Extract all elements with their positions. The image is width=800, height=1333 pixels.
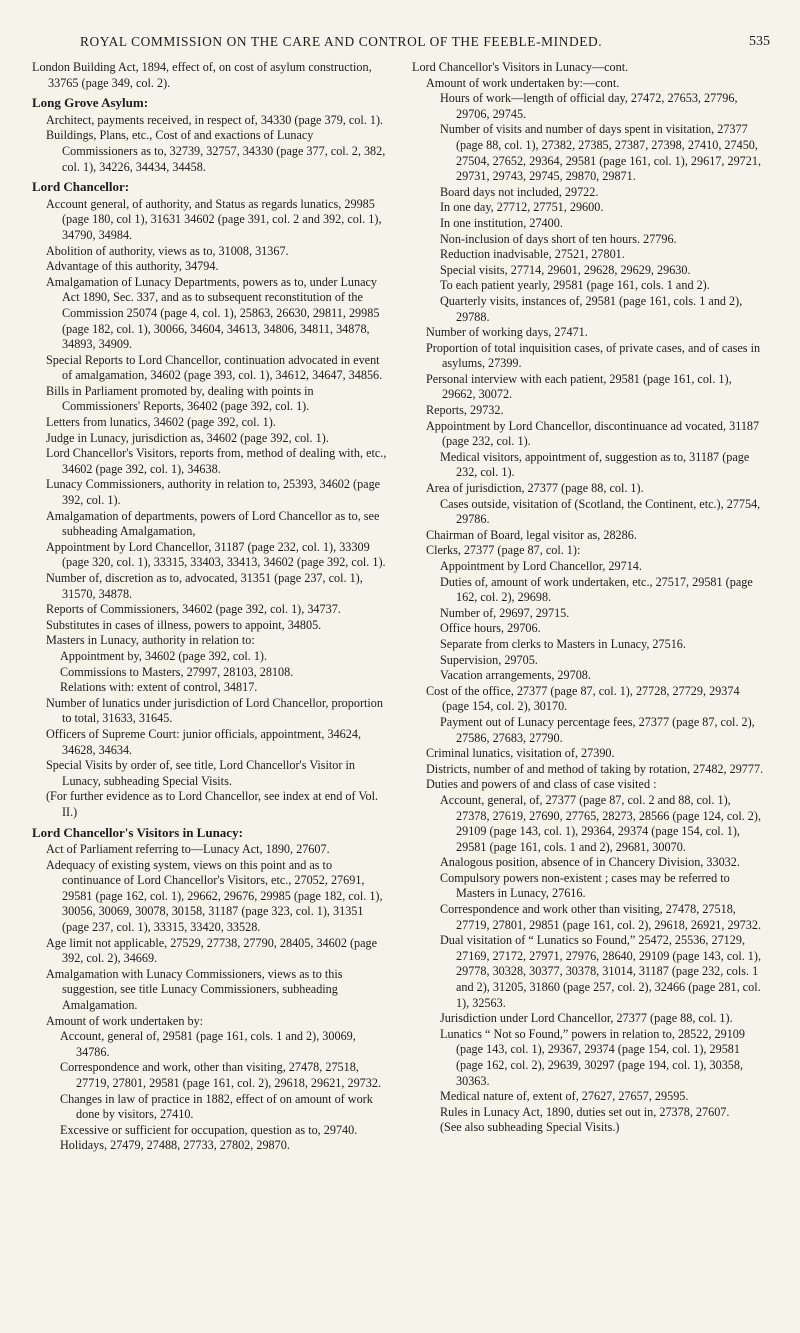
index-entry: Special Visits by order of, see title, Lord Chancellor's Visitor in Lunacy, subheading Special Visits.: [46, 758, 355, 788]
index-entry: Correspondence and work other than visiting, 27478, 27518, 27719, 27801, 29851 (page 161, col. 2), 29618, 26921, 29732.: [440, 902, 761, 932]
index-entry: Appointment by, 34602 (page 392, col. 1).: [60, 648, 268, 663]
index-entry: Reports, 29732.: [426, 403, 504, 418]
index-entry: Architect, payments received, in respect of, 34330 (page 379, col. 1).: [46, 112, 384, 127]
right-column: [412, 60, 767, 1136]
index-entry: Personal interview with each patient, 29581 (page 161, col. 1), 29662, 30072.: [426, 371, 732, 402]
index-entry: Number of visits and number of days spent in visitation, 27377 (page 88, col. 1), 27382, 27385, 27387, 27398, 27410, 27450, 27504, 27652, 29364, 29581 (page 161, col. 1), 29617, 29721, 29731, 29743, 29745, 29870, 29871.: [440, 122, 761, 184]
index-entry: Masters in Lunacy, authority in relation to:: [46, 633, 255, 648]
index-entry: Age limit not applicable, 27529, 27738, 27790, 28405, 34602 (page 392, col. 2), 34669.: [46, 935, 378, 966]
index-entry: Quarterly visits, instances of, 29581 (page 161, cols. 1 and 2), 29788.: [440, 293, 743, 324]
index-entry: Advantage of this authority, 34794.: [46, 259, 219, 274]
index-entry: Area of jurisdiction, 27377 (page 88, col. 1).: [426, 481, 644, 496]
index-entry: Number of, discretion as to, advocated, 31351 (page 237, col. 1), 31570, 34878.: [46, 571, 363, 601]
page-number: 535: [749, 34, 770, 49]
index-entry: London Building Act, 1894, effect of, on cost of asylum construction, 33765 (page 349, col. 2).: [32, 60, 372, 90]
index-entry: Lord Chancellor's Visitors, reports from, method of dealing with, etc., 34602 (page 392, col. 1), 34638.: [46, 446, 387, 476]
index-entry: Medical nature of, extent of, 27627, 27657, 29595.: [440, 1089, 689, 1104]
index-entry: Appointment by Lord Chancellor, discontinuance ad vocated, 31187 (page 232, col. 1).: [426, 418, 760, 449]
index-entry: Board days not included, 29722.: [440, 184, 599, 199]
index-entry: Lunacy Commissioners, authority in relation to, 25393, 34602 (page 392, col. 1).: [46, 477, 381, 508]
index-entry: Jurisdiction under Lord Chancellor, 27377 (page 88, col. 1).: [440, 1011, 733, 1026]
index-entry: Account general, of authority, and Status as regards lunatics, 29985 (page 180, col 1), 31631 34602 (page 391, col. 2 and 392, col. 1), 34790, 34984.: [46, 196, 382, 242]
index-entry: Rules in Lunacy Act, 1890, duties set out in, 27378, 27607.: [440, 1104, 730, 1119]
index-entry: In one institution, 27400.: [440, 215, 563, 230]
index-entry: Districts, number of and method of taking by rotation, 27482, 29777.: [426, 761, 764, 776]
index-entry: Account, general of, 29581 (page 161, cols. 1 and 2), 30069, 34786.: [60, 1029, 356, 1059]
index-entry: Correspondence and work, other than visiting, 27478, 27518, 27719, 27801, 29581 (page 161, col. 2), 29618, 29621, 29732.: [60, 1060, 381, 1090]
index-entry: Relations with: extent of control, 34817.: [60, 680, 258, 695]
index-heading: Long Grove Asylum:: [32, 95, 149, 111]
index-entry: Special visits, 27714, 29601, 29628, 29629, 29630.: [440, 262, 691, 277]
index-entry: Abolition of authority, views as to, 31008, 31367.: [46, 243, 289, 258]
index-entry: In one day, 27712, 27751, 29600.: [440, 200, 604, 215]
index-entry: Supervision, 29705.: [440, 652, 538, 667]
index-entry: Analogous position, absence of in Chancery Division, 33032.: [440, 855, 740, 870]
index-entry: Bills in Parliament promoted by, dealing with points in Commissioners' Reports, 36402 (page 392, col. 1).: [46, 383, 314, 414]
index-entry: Number of working days, 27471.: [426, 325, 588, 340]
index-entry: Adequacy of existing system, views on this point and as to continuance of Lord Chancellor's Visitors, etc., 27052, 27691, 29581 (page 162, col. 1), 29662, 29676, 29985 (page 182, col. 1), 30056, 30069, 30078, 30158, 31187 (page 323, col. 1), 31351 (page 237, col. 1), 33315, 33420, 33528.: [46, 857, 383, 935]
index-entry: Duties and powers of and class of case visited :: [426, 777, 657, 792]
left-column: [32, 60, 387, 1154]
index-entry: Criminal lunatics, visitation of, 27390.: [426, 746, 615, 761]
running-title: ROYAL COMMISSION ON THE CARE AND CONTROL OF THE FEEBLE-MINDED.: [80, 34, 603, 49]
index-entry: Medical visitors, appointment of, suggestion as to, 31187 (page 232, col. 1).: [440, 449, 750, 480]
index-entry: Chairman of Board, legal visitor as, 28286.: [426, 527, 637, 542]
index-entry: Hours of work—length of official day, 27472, 27653, 27796, 29706, 29745.: [440, 91, 738, 121]
index-entry: Amalgamation of Lunacy Departments, powers as to, under Lunacy Act 1890, Sec. 337, and as to subsequent reconstitution of the Commission 25074 (page 4, col. 1), 25863, 26630, 29811, 29985 (page 182, col. 1), 30066, 34604, 34613, 34806, 34811, 34878, 34893, 34909.: [46, 274, 380, 352]
index-entry: Number of, 29697, 29715.: [440, 605, 570, 620]
index-entry: Account, general, of, 27377 (page 87, col. 2 and 88, col. 1), 27378, 27619, 27690, 27765, 28273, 28566 (page 124, col. 2), 29109 (page 143, col. 1), 29364, 29374 (page 154, col. 1), 29581 (page 161, cols. 1 and 2), 29681, 30070.: [440, 792, 761, 854]
index-entry: Amalgamation of departments, powers of Lord Chancellor as to, see subheading Amalgamation,: [46, 508, 380, 539]
index-entry: Proportion of total inquisition cases, of private cases, and of cases in asylums, 27399.: [426, 340, 761, 371]
index-entry: To each patient yearly, 29581 (page 161, cols. 1 and 2).: [440, 278, 710, 293]
index-entry: Payment out of Lunacy percentage fees, 27377 (page 87, col. 2), 27586, 27683, 27790.: [440, 714, 755, 745]
index-entry: Amount of work undertaken by:—cont.: [426, 75, 620, 90]
index-entry: Number of lunatics under jurisdiction of Lord Chancellor, proportion to total, 31633, 31645.: [46, 695, 383, 726]
index-entry: Appointment by Lord Chancellor, 29714.: [440, 559, 642, 573]
index-entry: Substitutes in cases of illness, powers to appoint, 34805.: [46, 617, 322, 632]
index-entry: Act of Parliament referring to—Lunacy Act, 1890, 27607.: [46, 842, 330, 857]
index-entry: Non-inclusion of days short of ten hours. 27796.: [440, 231, 677, 246]
index-heading: Lord Chancellor's Visitors in Lunacy:: [32, 824, 243, 840]
index-entry: Special Reports to Lord Chancellor, continuation advocated in event of amalgamation, 34602 (page 393, col. 1), 34612, 34647, 34856.: [46, 352, 383, 383]
index-entry: Changes in law of practice in 1882, effect of on amount of work done by visitors, 27410.: [60, 1091, 373, 1122]
index-entry: Clerks, 27377 (page 87, col. 1):: [426, 543, 581, 558]
index-entry: Holidays, 27479, 27488, 27733, 27802, 29870.: [60, 1138, 290, 1153]
index-entry: Compulsory powers non-existent ; cases may be referred to Masters in Lunacy, 27616.: [440, 870, 730, 901]
index-entry: (See also subheading Special Visits.): [440, 1120, 620, 1135]
index-entry: Letters from lunatics, 34602 (page 392, col. 1).: [46, 415, 276, 430]
index-entry: Lord Chancellor's Visitors in Lunacy—cont.: [412, 60, 629, 74]
index-entry: Dual visitation of “ Lunatics so Found,” 25472, 25536, 27129, 27169, 27172, 27971, 27976, 28640, 29109 (page 143, col. 1), 29778, 30328, 30377, 30378, 31014, 31187 (page 232, cols. 1 and 2), 31205, 31860 (page 257, col. 2), 32466 (page 281, col. 1), 32563.: [440, 933, 761, 1010]
index-entry: Duties of, amount of work undertaken, etc., 27517, 29581 (page 162, col. 2), 29698.: [440, 574, 753, 605]
index-entry: (For further evidence as to Lord Chancellor, see index at end of Vol. II.): [46, 789, 379, 819]
running-header: [80, 34, 770, 50]
index-entry: Cases outside, visitation of (Scotland, the Continent, etc.), 27754, 29786.: [440, 496, 761, 527]
index-entry: Reduction inadvisable, 27521, 27801.: [440, 247, 625, 262]
index-entry: Excessive or sufficient for occupation, question as to, 29740.: [60, 1122, 358, 1137]
index-entry: Amalgamation with Lunacy Commissioners, views as to this suggestion, see title Lunacy Commissioners, subheading Amalgamation.: [46, 966, 343, 1013]
index-entry: Commissions to Masters, 27997, 28103, 28108.: [60, 664, 294, 679]
index-entry: Reports of Commissioners, 34602 (page 392, col. 1), 34737.: [46, 602, 341, 617]
index-entry: Buildings, Plans, etc., Cost of and exactions of Lunacy Commissioners as to, 32739, 32757, 34330 (page 377, col. 2, 382, col. 1), 34226, 34434, 34458.: [46, 128, 386, 174]
index-entry: Cost of the office, 27377 (page 87, col. 1), 27728, 27729, 29374 (page 154, col. 2), 30170.: [426, 683, 740, 714]
index-entry: Office hours, 29706.: [440, 621, 541, 636]
index-entry: Officers of Supreme Court: junior officials, appointment, 34624, 34628, 34634.: [46, 726, 362, 757]
index-entry: Appointment by Lord Chancellor, 31187 (page 232, col. 1), 33309 (page 320, col. 1), 33315, 33403, 33413, 34602 (page 392, col. 1).: [46, 539, 386, 570]
index-entry: Judge in Lunacy, jurisdiction as, 34602 (page 392, col. 1).: [46, 430, 329, 445]
index-entry: Lunatics “ Not so Found,” powers in relation to, 28522, 29109 (page 143, col. 1), 29367, 29374 (page 154, col. 1), 29581 (page 162, col. 2), 29639, 30297 (page 194, col. 1), 30358, 30363.: [440, 1026, 745, 1088]
index-entry: Separate from clerks to Masters in Lunacy, 27516.: [440, 636, 686, 651]
index-entry: Amount of work undertaken by:: [46, 1013, 204, 1028]
index-entry: Vacation arrangements, 29708.: [440, 668, 591, 683]
index-heading: Lord Chancellor:: [32, 179, 130, 195]
